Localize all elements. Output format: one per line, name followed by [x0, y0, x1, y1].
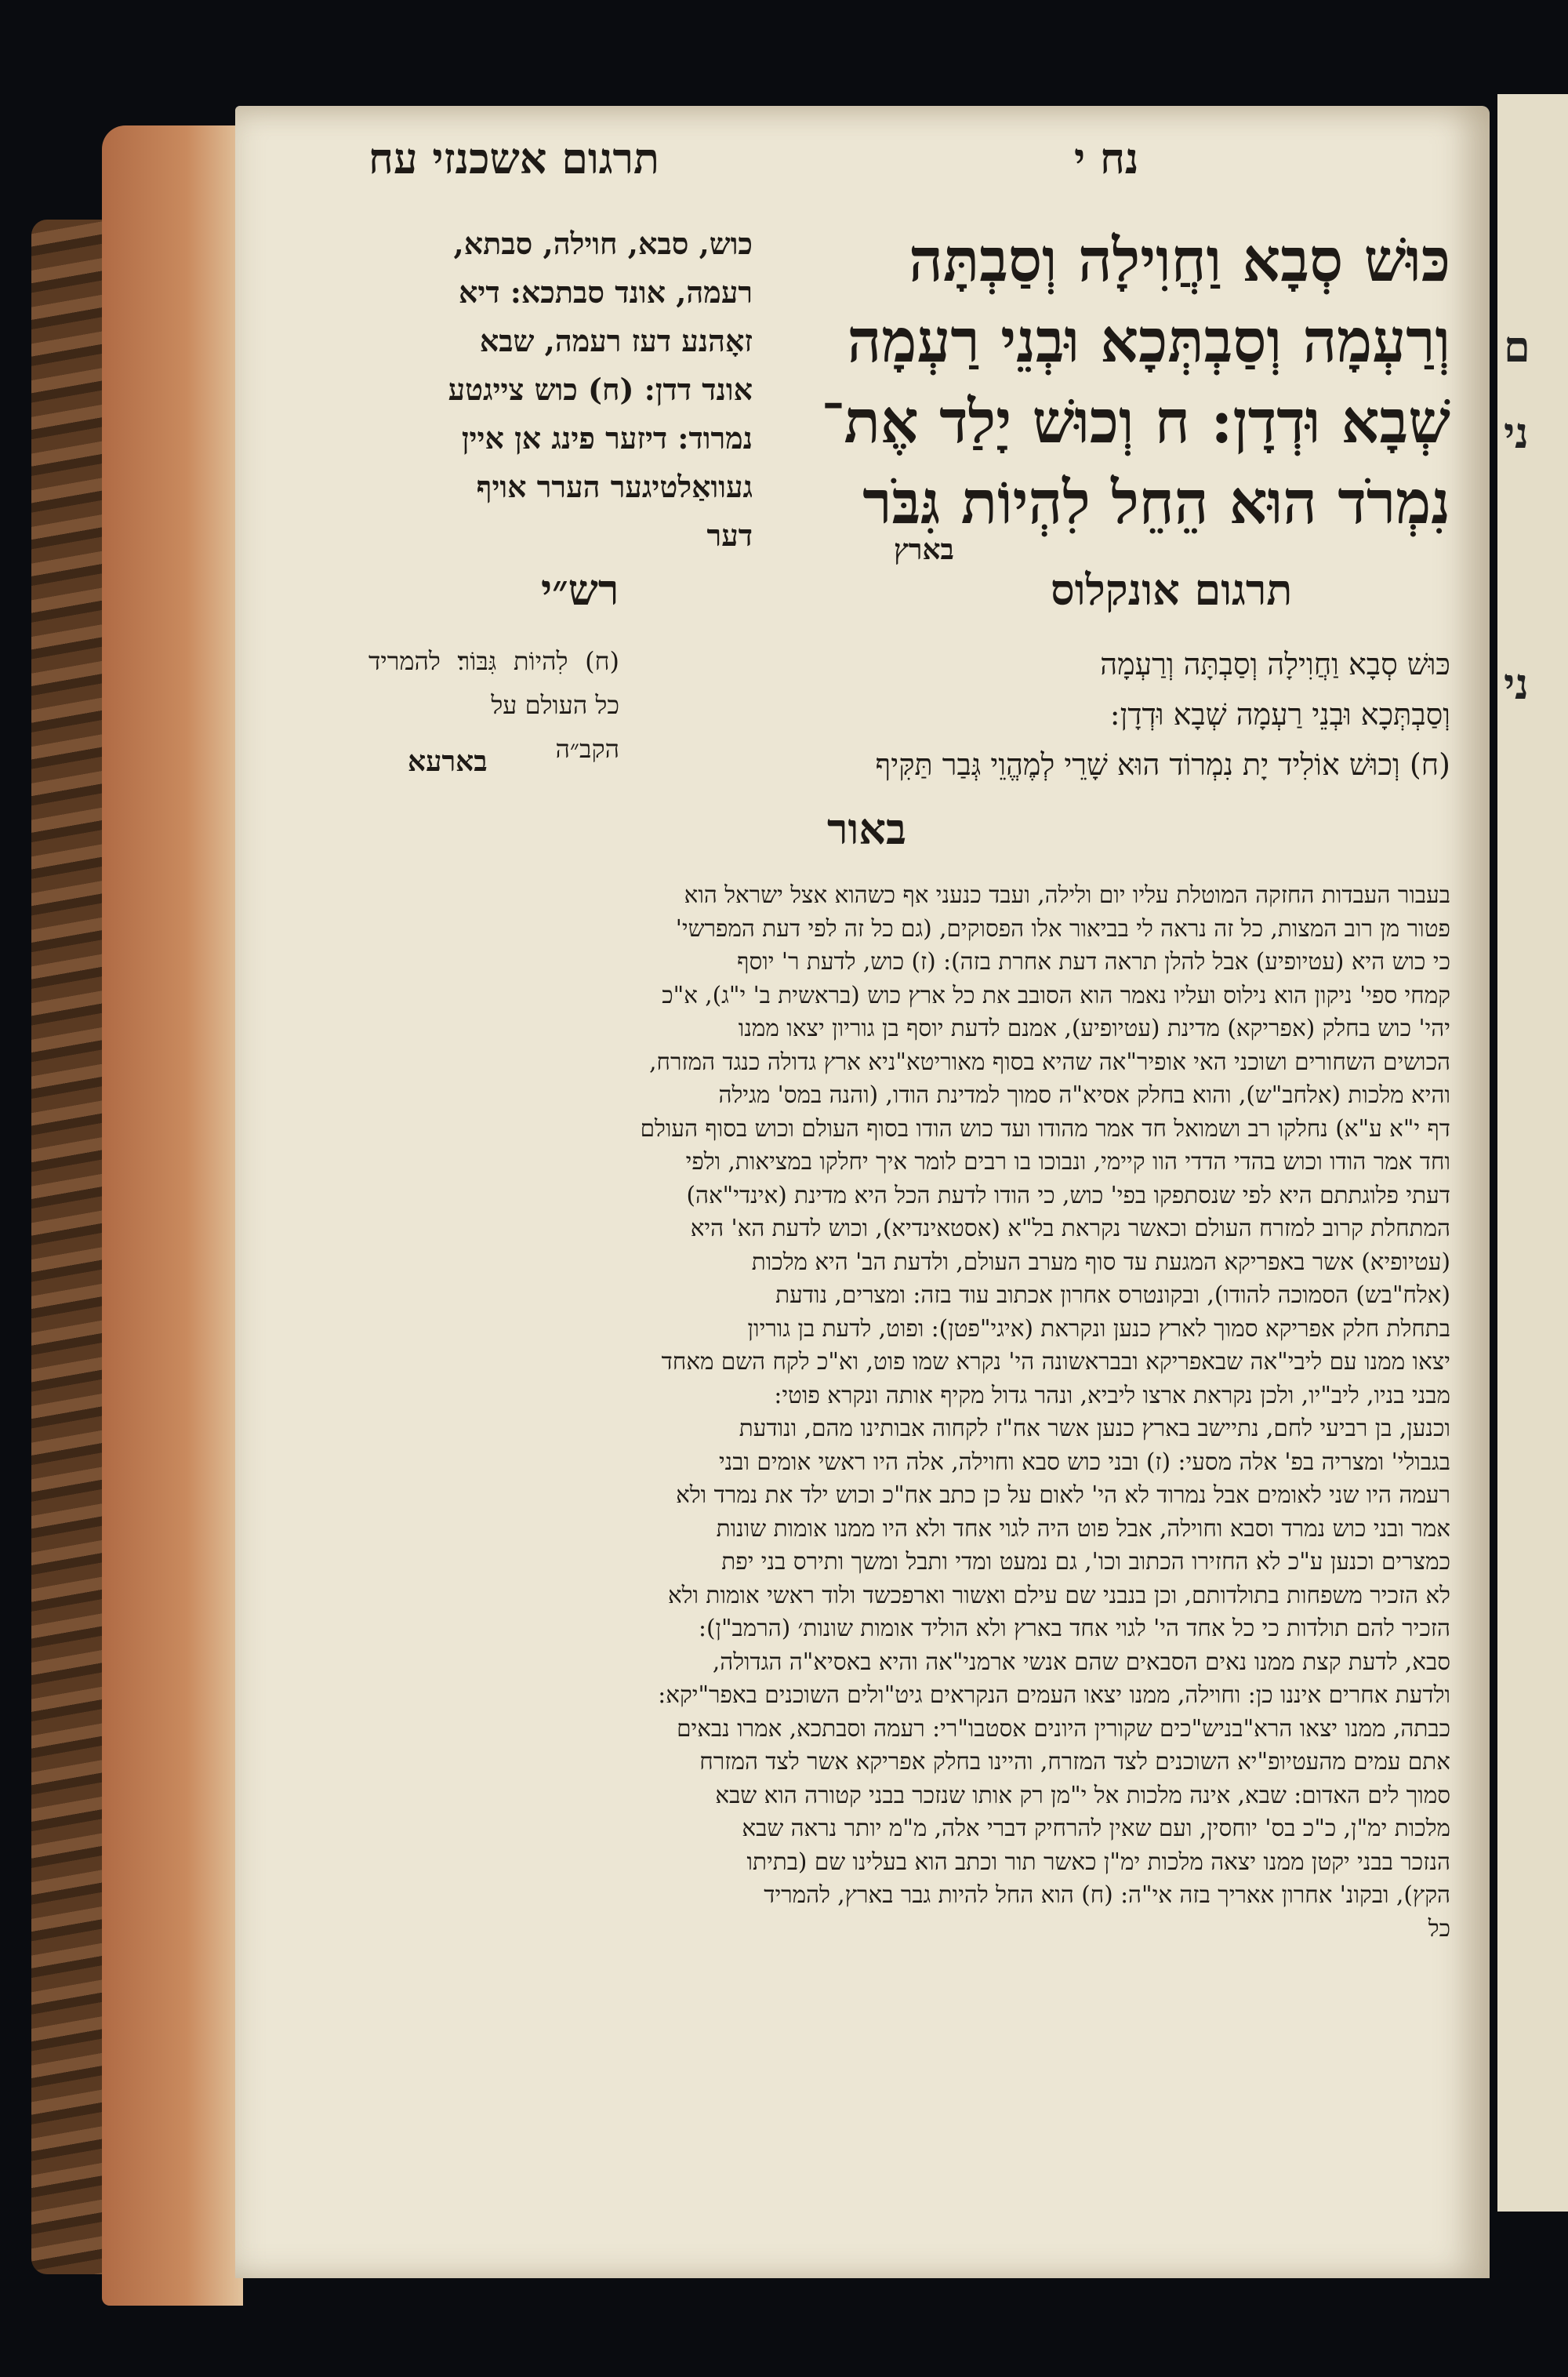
biur-line: סמוך לים האדום: שבא, אינה מלכות אל י"מן רק אותו שנזכר בבני קטורה הוא שבא	[715, 1781, 1450, 1808]
biur-line: ולדעת אחרים איננו כן: וחוילה, ממנו יצאו העמים הנקראים גיט"ולים השוכנים באפר"יקא:	[658, 1681, 1450, 1708]
running-header-left: תרגום אשכנזי עח	[368, 133, 659, 184]
biur-line: כל	[1428, 1914, 1450, 1942]
facing-page-glyph: ני	[1504, 408, 1529, 458]
yiddish-line: נמרוד: דיזער פינג אן איין	[461, 420, 753, 456]
onkelos-line: וְסַבְתְּכָא וּבְנֵי רַעְמָה שְׁבָא וּדְדָן:	[1109, 697, 1450, 732]
yiddish-line: כוש, סבא, חוילה, סבתא,	[453, 226, 753, 261]
biur-line: סבא, לדעת קצת ממנו נאים הסבאים שהם אנשי ארמני"אה והיא באסיא"ה הגדולה,	[712, 1648, 1450, 1675]
biur-line: אתם עמים מהעטיופ"יא השוכנים לצד המזרח, והיינו בחלק אפריקא אשר לצד המזרח	[699, 1748, 1450, 1775]
biur-line: הזכיר להם תולדות כי כל אחד הי' לגוי אחד בארץ ולא הוליד אומות שונות׳ (הרמב"ן):	[699, 1615, 1450, 1641]
verse-line: כּוּשׁ סְבָא וַחֲוִילָה וְסַבְתָּה	[909, 225, 1450, 295]
biur-line: לא הזכיר משפחות בתולדותם, וכן בנבני שם עילם ואשור וארפכשד ולוד ראשי אומות ולא	[667, 1581, 1450, 1608]
rashi-title: רש״י	[541, 565, 619, 615]
biur-line: הנזכר בבני יקטן ממנו יצאה מלכות ימ"ן כאשר תור וכתב הוא בעלינו שם (בתיתו	[746, 1848, 1450, 1875]
biur-commentary	[368, 878, 1450, 1945]
biur-line: כבתה, ממנו יצאו הרא"בניש"כים שקורין היונים אסטבו"רי: רעמה וסבתכא, אמרו נבאים	[677, 1714, 1450, 1742]
yiddish-line: דער	[706, 518, 753, 553]
biur-line: בגבולי' ומצריה בפ' אלה מסעי: (ז) ובני כוש סבא וחוילה, אלה היו ראשי אומים ובני	[718, 1448, 1450, 1475]
biur-line: המתחלת קרוב למזרח העולם וכאשר נקראת בל"א (אסטאינדיא), וכוש לדעת הא' היא	[690, 1215, 1450, 1241]
onkelos-text	[643, 639, 1450, 790]
biur-line: קמחי ספי' ניקון הוא נילוס ועליו נאמר הוא הסובב את כל ארץ כוש (בראשית ב' י"ג), א"כ	[662, 981, 1450, 1009]
biur-line: כי כוש היא (עטיופיע) אבל להלן תראה דעת אחרת בזה): (ז) כוש, לדעת ר' יוסף	[737, 948, 1450, 975]
rashi-catchword: בארעא	[408, 745, 488, 778]
yiddish-line: רעמה, אונד סבתכא: דיא	[459, 274, 753, 310]
biur-line: פטור מן רוב המצות, כל זה נראה לי בביאור אלו הפסוקים, (גם כל זה לפי דעת המפרשי'	[675, 914, 1450, 942]
yiddish-translation	[361, 220, 753, 560]
biur-line: אמר ובני כוש נמרד וסבא וחוילה, אבל פוט היה לגוי אחד ולא היו ממנו אומות שונות	[716, 1514, 1450, 1542]
biur-line: הכושים השחורים ושוכני האי אופיר"אה שהיא בסוף מאוריטא"ניא ארץ גדולה כנגד המזרח,	[649, 1048, 1450, 1075]
biur-line: כמצרים וכנען ע"כ לא החזירו הכתוב וכו', גם נמעט ומדי ותבל ומשך ותירס בני יפת	[721, 1548, 1450, 1575]
biur-line: מבני בניו, ליב"יו, ולכן נקראת ארצו ליביא, ונהר גדול מקיף אותה ונקרא פוטי:	[774, 1381, 1450, 1408]
onkelos-title: תרגום אונקלוס	[1051, 565, 1293, 615]
biur-line: (אלח"בש) הסמוכה להודו), ובקונטרס אחרון אכתוב עוד בזה: ומצרים, נודעת	[775, 1281, 1450, 1308]
page-block-edge	[102, 125, 243, 2306]
verse-catchword: בארץ	[894, 533, 954, 566]
biur-line: בעבור העבדות החזקה המוטלת עליו יום ולילה, ועבד כנעני אף כשהוא אצל ישראל הוא	[684, 881, 1450, 908]
facing-page-edge	[1497, 94, 1568, 2212]
yiddish-line: געוואַלטיגער הערר אויף	[476, 469, 753, 504]
biur-line: וחד אמר הודו וכוש בהדי הדדי הוו קיימי, ונבוכו בו רבים לומר איך יחלקו במציאות, ולפי	[685, 1148, 1450, 1175]
running-header-right: נח י	[1074, 133, 1139, 184]
yiddish-line: זאָהנע דעז רעמה, שבא	[479, 323, 753, 358]
facing-page-glyph: ם	[1504, 322, 1530, 372]
rashi-line: הקב״ה	[555, 734, 619, 764]
biur-line: דעתי פלוגתתם היא לפי שנסתפקו בפי' כוש, כי הודו לדעת הכל היא מדינת (אינדי"אה)	[686, 1181, 1450, 1208]
onkelos-line: כּוּשׁ סְבָא וַחֲוִילָה וְסַבְתָּה וְרַעְמָה	[1100, 647, 1450, 681]
biur-line: וכנען, בן רביעי לחם, נתיישב בארץ כנען אשר אח"ז לקחוה אבותינו מהם, ונודעת	[739, 1415, 1450, 1441]
biur-line: יהי' כוש בחלק (אפריקא) מדינת (עטיופיע), אמנם לדעת יוסף בן גוריון יצאו ממנו	[738, 1015, 1450, 1041]
rashi-text	[368, 639, 619, 771]
onkelos-line: (ח) וְכוּשׁ אוֹלִיד יָת נִמְרוֹד הוּא שָׁרֵי לְמֶהֱוֵי גְּבַר תַּקִּיף	[875, 747, 1450, 782]
biur-line: בתחלת חלק אפריקא סמוך לארץ כנען ונקראת (איגי"פטן): ופוט, לדעת בן גוריון	[747, 1314, 1450, 1342]
verse-line: נִמְרֹד הוּא הֵחֵל לִהְיוֹת גִּבֹּר	[862, 467, 1450, 537]
verse-line: וְרַעְמָה וְסַבְתְּכָא וּבְנֵי רַעְמָה	[847, 306, 1450, 376]
rashi-line: (ח) לִהיוֹת גִּבּוֹר׃ להמריד כל העולם על	[368, 646, 619, 720]
biur-line: רעמה היו שני לאומים אבל נמרוד לא הי' לאום על כן כתב אח"כ וכוש ילד את נמרד ולא	[676, 1481, 1450, 1508]
biur-line: יצאו ממנו עם ליבי"אה שבאפריקא ובבראשונה הי' נקרא שמו פוט, וא"כ לקח השם מאחד	[661, 1348, 1450, 1375]
biur-line: והיא מלכות (אלחב"ש), והוא בחלק אסיא"ה סמוך למדינת הודו, (והנה במס' מגילה	[718, 1081, 1450, 1108]
facing-page-glyph: ני	[1504, 659, 1529, 709]
biur-line: הקץ), ובקונ' אחרון אאריך בזה אי"ה: (ח) הוא החל להיות גבר בארץ, להמריד	[764, 1881, 1450, 1908]
biur-title: באור	[827, 804, 907, 854]
verse-line: שְׁבָא וּדְדָן: ח וְכוּשׁ יָלַד אֶת־	[821, 387, 1450, 456]
biur-line: (עטיופיא) אשר באפריקא המגעת עד סוף מערב העולם, ולדעת הב' היא מלכות	[751, 1248, 1450, 1275]
yiddish-line: אונד דדן: (ח) כוש צייגטע	[448, 372, 753, 407]
biur-line: מלכות ימ"ן, כ"כ בס' יוחסין, ועם שאין להרחיק דברי אלה, מ"מ יותר נראה שבא	[742, 1815, 1450, 1841]
main-verse-text	[792, 220, 1450, 543]
biur-line: דף י"א ע"א) נחלקו רב ושמואל חד אמר מהודו ועד כוש הודו בסוף העולם וכוש בסוף העולם	[640, 1114, 1450, 1142]
